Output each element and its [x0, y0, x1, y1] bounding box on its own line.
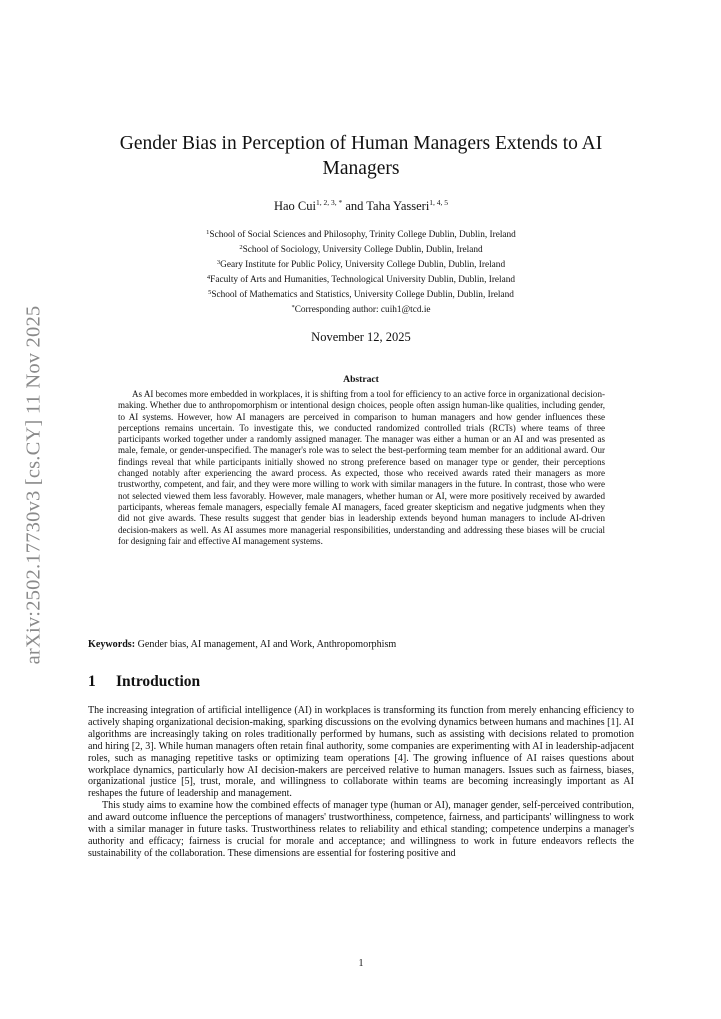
- author-affiliation-marks: 1, 2, 3, *: [315, 198, 343, 207]
- affiliation-mark: 3: [216, 258, 221, 266]
- affiliation-mark: 2: [239, 243, 243, 251]
- paper-title: Gender Bias in Perception of Human Managers Extends to AI Managers: [119, 133, 603, 179]
- affiliation-text: School of Social Sciences and Philosophy, Trinity College Dublin, Dublin, Ireland: [209, 230, 516, 240]
- affiliation-item: [88, 287, 634, 302]
- affiliation-mark: *: [291, 303, 295, 311]
- section-number: 1: [88, 673, 96, 690]
- corresponding-author-text: Corresponding author: cuih1@tcd.ie: [294, 304, 431, 315]
- body-paragraph: The increasing integration of artificial intelligence (AI) in workplaces is transforming its function from merely enhancing efficiency to actively shaping organizational decision-making, sparking discussions on the evolving dynamics between humans and machines [1]. AI algorithms are increasingly taking on roles traditionally performed by humans, such as assisting with decisions related to promotion and hiring [2, 3]. While human managers often retain final authority, some companies are experimenting with AI in leadership-adjacent roles, such as managing repetitive tasks or optimizing team operations [4]. The growing influence of AI raises questions about workplace dynamics, particularly how AI decision-makers are perceived relative to human managers. Issues such as fairness, biases, organizational justice [5], trust, morale, and willingness to collaborate within teams are becoming increasingly important as AI reshapes the future of leadership and management.: [88, 705, 634, 800]
- abstract-heading: Abstract: [343, 374, 379, 385]
- publication-date: November 12, 2025: [311, 330, 411, 344]
- author-affiliation-marks: 1, 4, 5: [429, 198, 449, 207]
- affiliation-mark: 4: [206, 273, 211, 281]
- author-name: Taha Yasseri: [366, 199, 430, 213]
- section-heading: [88, 673, 634, 691]
- affiliation-item: [88, 227, 634, 242]
- affiliation-text: School of Sociology, University College Dublin, Dublin, Ireland: [242, 244, 483, 255]
- arxiv-identifier-stamp: [22, 296, 46, 674]
- affiliation-text: Faculty of Arts and Humanities, Technological University Dublin, Dublin, Ireland: [210, 274, 516, 285]
- affiliation-item: [88, 257, 634, 272]
- affiliation-text: Geary Institute for Public Policy, University College Dublin, Dublin, Ireland: [220, 259, 506, 270]
- affiliation-mark: 5: [208, 288, 212, 296]
- arxiv-identifier-text: arXiv:2502.17730v3 [cs.CY] 11 Nov 2025: [22, 305, 45, 665]
- keywords-text: Gender bias, AI management, AI and Work, Anthropomorphism: [137, 639, 397, 650]
- affiliation-item: [88, 242, 634, 257]
- affiliation-mark: 1: [206, 229, 210, 236]
- affiliation-text: School of Mathematics and Statistics, University College Dublin, Dublin, Ireland: [211, 289, 514, 300]
- author-line: [88, 198, 634, 214]
- affiliation-list: [88, 227, 634, 316]
- keywords-line: [88, 639, 634, 650]
- affiliation-item: [88, 272, 634, 287]
- body-paragraph: This study aims to examine how the combined effects of manager type (human or AI), manager gender, self-perceived contribution, and award outcome influence the perceptions of managers' trustworthiness, competence, fairness, and participants' willingness to work with a similar manager in future tasks. Trustworthiness relates to reliability and ethical standing; competence underpins a manager's authority and efficacy; fairness is crucial for morale and acceptance; and willingness to work in future endeavors reflects the sustainability of the collaboration. These dimensions are essential for fostering positive and: [88, 800, 634, 859]
- corresponding-author: [88, 302, 634, 317]
- page-number: 1: [358, 958, 364, 969]
- section-title: Introduction: [116, 673, 201, 690]
- author-name: Hao Cui: [273, 199, 316, 213]
- abstract-body: As AI becomes more embedded in workplaces, it is shifting from a tool for efficiency to an active force in organizational decision-making. Whether due to anthropomorphism or intentional design choices, people often assign human-like qualities, including gender, to AI systems. However, how AI managers are perceived in comparison to human managers and how gender influences these perceptions remains uncertain. To investigate this, we conducted randomized controlled trials (RCTs) where teams of three participants worked together under a randomly assigned manager. The manager was either a human or an AI and was presented as male, female, or gender-unspecified. The manager's role was to select the best-performing team member for an additional award. Our findings reveal that while participants initially showed no strong preference based on manager type or gender, their perceptions changed notably after experiencing the award process. As expected, those who received awards rated their managers as more trustworthy, competent, and fair, and they were more willing to work with similar managers in the future. In contrast, those who were not selected viewed them less favorably. However, male managers, whether human or AI, were more positively received by awarded participants, whereas female managers, especially female AI managers, faced greater skepticism and negative judgments when they did not give awards. These results suggest that gender bias in leadership extends beyond human managers to include AI-driven decision-makers as well. As AI assumes more managerial responsibilities, understanding and addressing these biases will be crucial for designing fair and effective AI management systems.: [118, 389, 605, 546]
- keywords-label: Keywords:: [88, 639, 136, 650]
- section-body: [88, 705, 634, 860]
- author-conjunction: and: [342, 199, 367, 213]
